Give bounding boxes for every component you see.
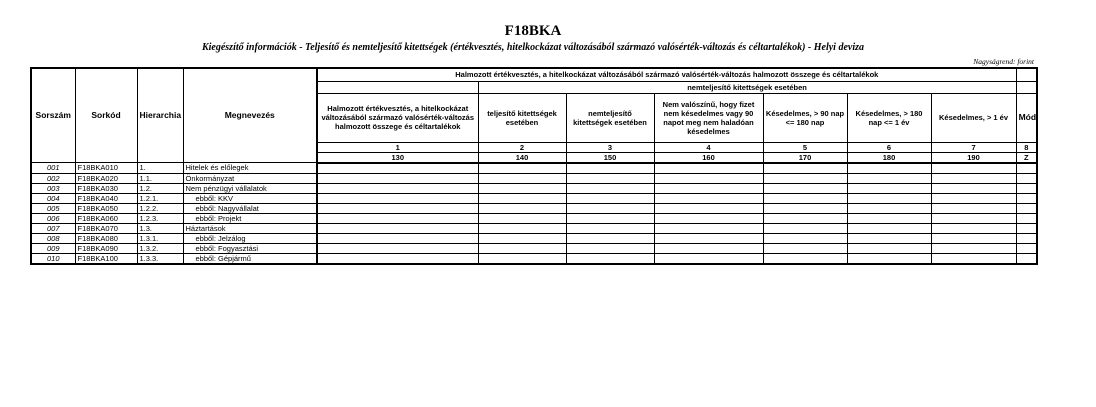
value-cell[interactable] bbox=[1016, 233, 1037, 243]
table-body bbox=[31, 163, 1037, 264]
row-sorkod: F18BKA040 bbox=[75, 193, 137, 203]
value-cell[interactable] bbox=[654, 183, 763, 193]
value-cell[interactable] bbox=[654, 233, 763, 243]
value-cell[interactable] bbox=[566, 163, 654, 174]
value-cell[interactable] bbox=[763, 203, 847, 213]
value-cell[interactable] bbox=[763, 173, 847, 183]
value-cell[interactable] bbox=[566, 173, 654, 183]
value-cell[interactable] bbox=[763, 223, 847, 233]
row-megnevezes: ebből: Projekt bbox=[183, 213, 317, 223]
value-cell[interactable] bbox=[847, 213, 931, 223]
table-header bbox=[31, 68, 1037, 163]
value-cell[interactable] bbox=[931, 253, 1016, 264]
value-cell[interactable] bbox=[931, 233, 1016, 243]
header-megnevezes: Megnevezés bbox=[183, 68, 317, 163]
value-cell[interactable] bbox=[566, 253, 654, 264]
value-cell[interactable] bbox=[931, 173, 1016, 183]
col-number-8: 8 bbox=[1016, 142, 1037, 152]
table-row bbox=[31, 203, 1037, 213]
value-cell[interactable] bbox=[478, 213, 566, 223]
header-col-6: Késedelmes, > 180 nap <= 1 év bbox=[847, 93, 931, 142]
col-code-180: 180 bbox=[847, 152, 931, 163]
col-code-150: 150 bbox=[566, 152, 654, 163]
row-hierarchia: 1. bbox=[137, 163, 183, 174]
value-cell[interactable] bbox=[847, 243, 931, 253]
col-number-3: 3 bbox=[566, 142, 654, 152]
row-sorszam: 007 bbox=[31, 223, 75, 233]
value-cell[interactable] bbox=[566, 213, 654, 223]
col-code-170: 170 bbox=[763, 152, 847, 163]
value-cell[interactable] bbox=[566, 193, 654, 203]
value-cell[interactable] bbox=[654, 203, 763, 213]
row-sorszam: 002 bbox=[31, 173, 75, 183]
row-megnevezes: ebből: Jelzálog bbox=[183, 233, 317, 243]
col-number-6: 6 bbox=[847, 142, 931, 152]
value-cell[interactable] bbox=[317, 183, 478, 193]
row-sorkod: F18BKA080 bbox=[75, 233, 137, 243]
value-cell[interactable] bbox=[566, 223, 654, 233]
col-code-160: 160 bbox=[654, 152, 763, 163]
col-code-130: 130 bbox=[317, 152, 478, 163]
row-megnevezes: ebből: Nagyvállalat bbox=[183, 203, 317, 213]
value-cell[interactable] bbox=[1016, 163, 1037, 174]
row-sorszam: 009 bbox=[31, 243, 75, 253]
table-row bbox=[31, 233, 1037, 243]
value-cell[interactable] bbox=[478, 183, 566, 193]
value-cell[interactable] bbox=[654, 243, 763, 253]
row-sorszam: 005 bbox=[31, 203, 75, 213]
header-col-5: Késedelmes, > 90 nap <= 180 nap bbox=[763, 93, 847, 142]
header-group-top: Halmozott értékvesztés, a hitelkockázat változásából származó valósérték-változás halmozott összege és céltartalékok bbox=[317, 68, 1016, 81]
row-hierarchia: 1.3.3. bbox=[137, 253, 183, 264]
value-cell[interactable] bbox=[478, 203, 566, 213]
value-cell[interactable] bbox=[317, 243, 478, 253]
value-cell[interactable] bbox=[654, 213, 763, 223]
value-cell[interactable] bbox=[763, 183, 847, 193]
value-cell[interactable] bbox=[317, 233, 478, 243]
value-cell[interactable] bbox=[763, 253, 847, 264]
header-col-4: Nem valószínű, hogy fizet nem késedelmes vagy 90 napot meg nem haladóan késedelmes bbox=[654, 93, 763, 142]
row-megnevezes: Nem pénzügyi vállalatok bbox=[183, 183, 317, 193]
row-megnevezes: Háztartások bbox=[183, 223, 317, 233]
value-cell[interactable] bbox=[763, 193, 847, 203]
value-cell[interactable] bbox=[478, 233, 566, 243]
value-cell[interactable] bbox=[317, 223, 478, 233]
value-cell[interactable] bbox=[847, 183, 931, 193]
header-col-7: Késedelmes, > 1 év bbox=[931, 93, 1016, 142]
value-cell[interactable] bbox=[654, 173, 763, 183]
header-col-1: Halmozott értékvesztés, a hitelkockázat változásából származó valósérték-változás halmozott összege és céltartalékok bbox=[317, 93, 478, 142]
value-cell[interactable] bbox=[847, 233, 931, 243]
value-cell[interactable] bbox=[847, 173, 931, 183]
row-sorszam: 008 bbox=[31, 233, 75, 243]
value-cell[interactable] bbox=[654, 223, 763, 233]
col-code-190: 190 bbox=[931, 152, 1016, 163]
value-cell[interactable] bbox=[847, 193, 931, 203]
value-cell[interactable] bbox=[317, 193, 478, 203]
row-sorkod: F18BKA090 bbox=[75, 243, 137, 253]
row-hierarchia: 1.3.1. bbox=[137, 233, 183, 243]
row-sorszam: 006 bbox=[31, 213, 75, 223]
header-empty-top bbox=[1016, 68, 1037, 81]
value-cell[interactable] bbox=[931, 203, 1016, 213]
row-sorkod: F18BKA020 bbox=[75, 173, 137, 183]
table-row bbox=[31, 193, 1037, 203]
row-sorszam: 004 bbox=[31, 193, 75, 203]
row-hierarchia: 1.3.2. bbox=[137, 243, 183, 253]
value-cell[interactable] bbox=[1016, 183, 1037, 193]
row-hierarchia: 1.2.1. bbox=[137, 193, 183, 203]
value-cell[interactable] bbox=[931, 223, 1016, 233]
row-sorkod: F18BKA030 bbox=[75, 183, 137, 193]
value-cell[interactable] bbox=[654, 193, 763, 203]
header-sorszam: Sorszám bbox=[31, 68, 75, 163]
row-hierarchia: 1.2. bbox=[137, 183, 183, 193]
col-number-2: 2 bbox=[478, 142, 566, 152]
value-cell[interactable] bbox=[317, 253, 478, 264]
value-cell[interactable] bbox=[931, 213, 1016, 223]
row-megnevezes: Önkormányzat bbox=[183, 173, 317, 183]
header-hierarchia: Hierarchia bbox=[137, 68, 183, 163]
value-cell[interactable] bbox=[478, 253, 566, 264]
row-megnevezes: ebből: KKV bbox=[183, 193, 317, 203]
header-sorkod: Sorkód bbox=[75, 68, 137, 163]
header-empty-mid bbox=[317, 81, 478, 93]
header-empty-mid2 bbox=[1016, 81, 1037, 93]
value-cell[interactable] bbox=[1016, 193, 1037, 203]
value-cell[interactable] bbox=[931, 193, 1016, 203]
value-cell[interactable] bbox=[847, 223, 931, 233]
row-sorkod: F18BKA060 bbox=[75, 213, 137, 223]
header-group-sub: nemteljesítő kitettségek esetében bbox=[478, 81, 1016, 93]
value-cell[interactable] bbox=[763, 213, 847, 223]
col-number-7: 7 bbox=[931, 142, 1016, 152]
value-cell[interactable] bbox=[763, 233, 847, 243]
table-row bbox=[31, 173, 1037, 183]
report-subtitle: Kiegészítő információk - Teljesítő és nemteljesítő kitettségek (értékvesztés, hitelkockázat változásából származó valósérték-változás és céltartalékok) - Helyi deviza bbox=[201, 42, 865, 53]
value-cell[interactable] bbox=[566, 203, 654, 213]
value-cell[interactable] bbox=[931, 183, 1016, 193]
table-row bbox=[31, 243, 1037, 253]
row-hierarchia: 1.1. bbox=[137, 173, 183, 183]
value-cell[interactable] bbox=[1016, 203, 1037, 213]
row-sorszam: 001 bbox=[31, 163, 75, 174]
row-megnevezes: ebből: Gépjármű bbox=[183, 253, 317, 264]
report-table bbox=[30, 67, 1038, 265]
row-sorkod: F18BKA050 bbox=[75, 203, 137, 213]
row-megnevezes: Hitelek és előlegek bbox=[183, 163, 317, 174]
col-number-5: 5 bbox=[763, 142, 847, 152]
value-cell[interactable] bbox=[478, 223, 566, 233]
value-cell[interactable] bbox=[566, 233, 654, 243]
value-cell[interactable] bbox=[763, 243, 847, 253]
value-cell[interactable] bbox=[317, 213, 478, 223]
value-cell[interactable] bbox=[654, 253, 763, 264]
row-megnevezes: ebből: Fogyasztási bbox=[183, 243, 317, 253]
value-cell[interactable] bbox=[317, 173, 478, 183]
value-cell[interactable] bbox=[566, 183, 654, 193]
row-sorkod: F18BKA010 bbox=[75, 163, 137, 174]
row-sorszam: 010 bbox=[31, 253, 75, 264]
value-cell[interactable] bbox=[1016, 223, 1037, 233]
col-number-4: 4 bbox=[654, 142, 763, 152]
col-code-z: Z bbox=[1016, 152, 1037, 163]
row-sorkod: F18BKA070 bbox=[75, 223, 137, 233]
value-cell[interactable] bbox=[478, 173, 566, 183]
table-row bbox=[31, 223, 1037, 233]
header-col-2: teljesítő kitettségek esetében bbox=[478, 93, 566, 142]
value-cell[interactable] bbox=[1016, 243, 1037, 253]
value-cell[interactable] bbox=[317, 203, 478, 213]
row-hierarchia: 1.3. bbox=[137, 223, 183, 233]
row-sorszam: 003 bbox=[31, 183, 75, 193]
row-hierarchia: 1.2.3. bbox=[137, 213, 183, 223]
table-row bbox=[31, 183, 1037, 193]
unit-note: Nagyságrend: forint bbox=[973, 57, 1034, 66]
value-cell[interactable] bbox=[478, 193, 566, 203]
value-cell[interactable] bbox=[847, 203, 931, 213]
table-row bbox=[31, 213, 1037, 223]
value-cell[interactable] bbox=[931, 163, 1016, 174]
value-cell[interactable] bbox=[654, 163, 763, 174]
value-cell[interactable] bbox=[478, 163, 566, 174]
value-cell[interactable] bbox=[317, 163, 478, 174]
table-row bbox=[31, 253, 1037, 264]
value-cell[interactable] bbox=[566, 243, 654, 253]
col-code-140: 140 bbox=[478, 152, 566, 163]
value-cell[interactable] bbox=[1016, 173, 1037, 183]
value-cell[interactable] bbox=[847, 253, 931, 264]
table-row bbox=[31, 163, 1037, 174]
value-cell[interactable] bbox=[931, 243, 1016, 253]
report-title: F18BKA bbox=[504, 23, 562, 39]
row-sorkod: F18BKA100 bbox=[75, 253, 137, 264]
header-col-3: nemteljesítő kitettségek esetében bbox=[566, 93, 654, 142]
header-col-mod: Mód bbox=[1016, 93, 1037, 142]
col-number-1: 1 bbox=[317, 142, 478, 152]
value-cell[interactable] bbox=[1016, 213, 1037, 223]
value-cell[interactable] bbox=[763, 163, 847, 174]
row-hierarchia: 1.2.2. bbox=[137, 203, 183, 213]
value-cell[interactable] bbox=[847, 163, 931, 174]
value-cell[interactable] bbox=[1016, 253, 1037, 264]
value-cell[interactable] bbox=[478, 243, 566, 253]
